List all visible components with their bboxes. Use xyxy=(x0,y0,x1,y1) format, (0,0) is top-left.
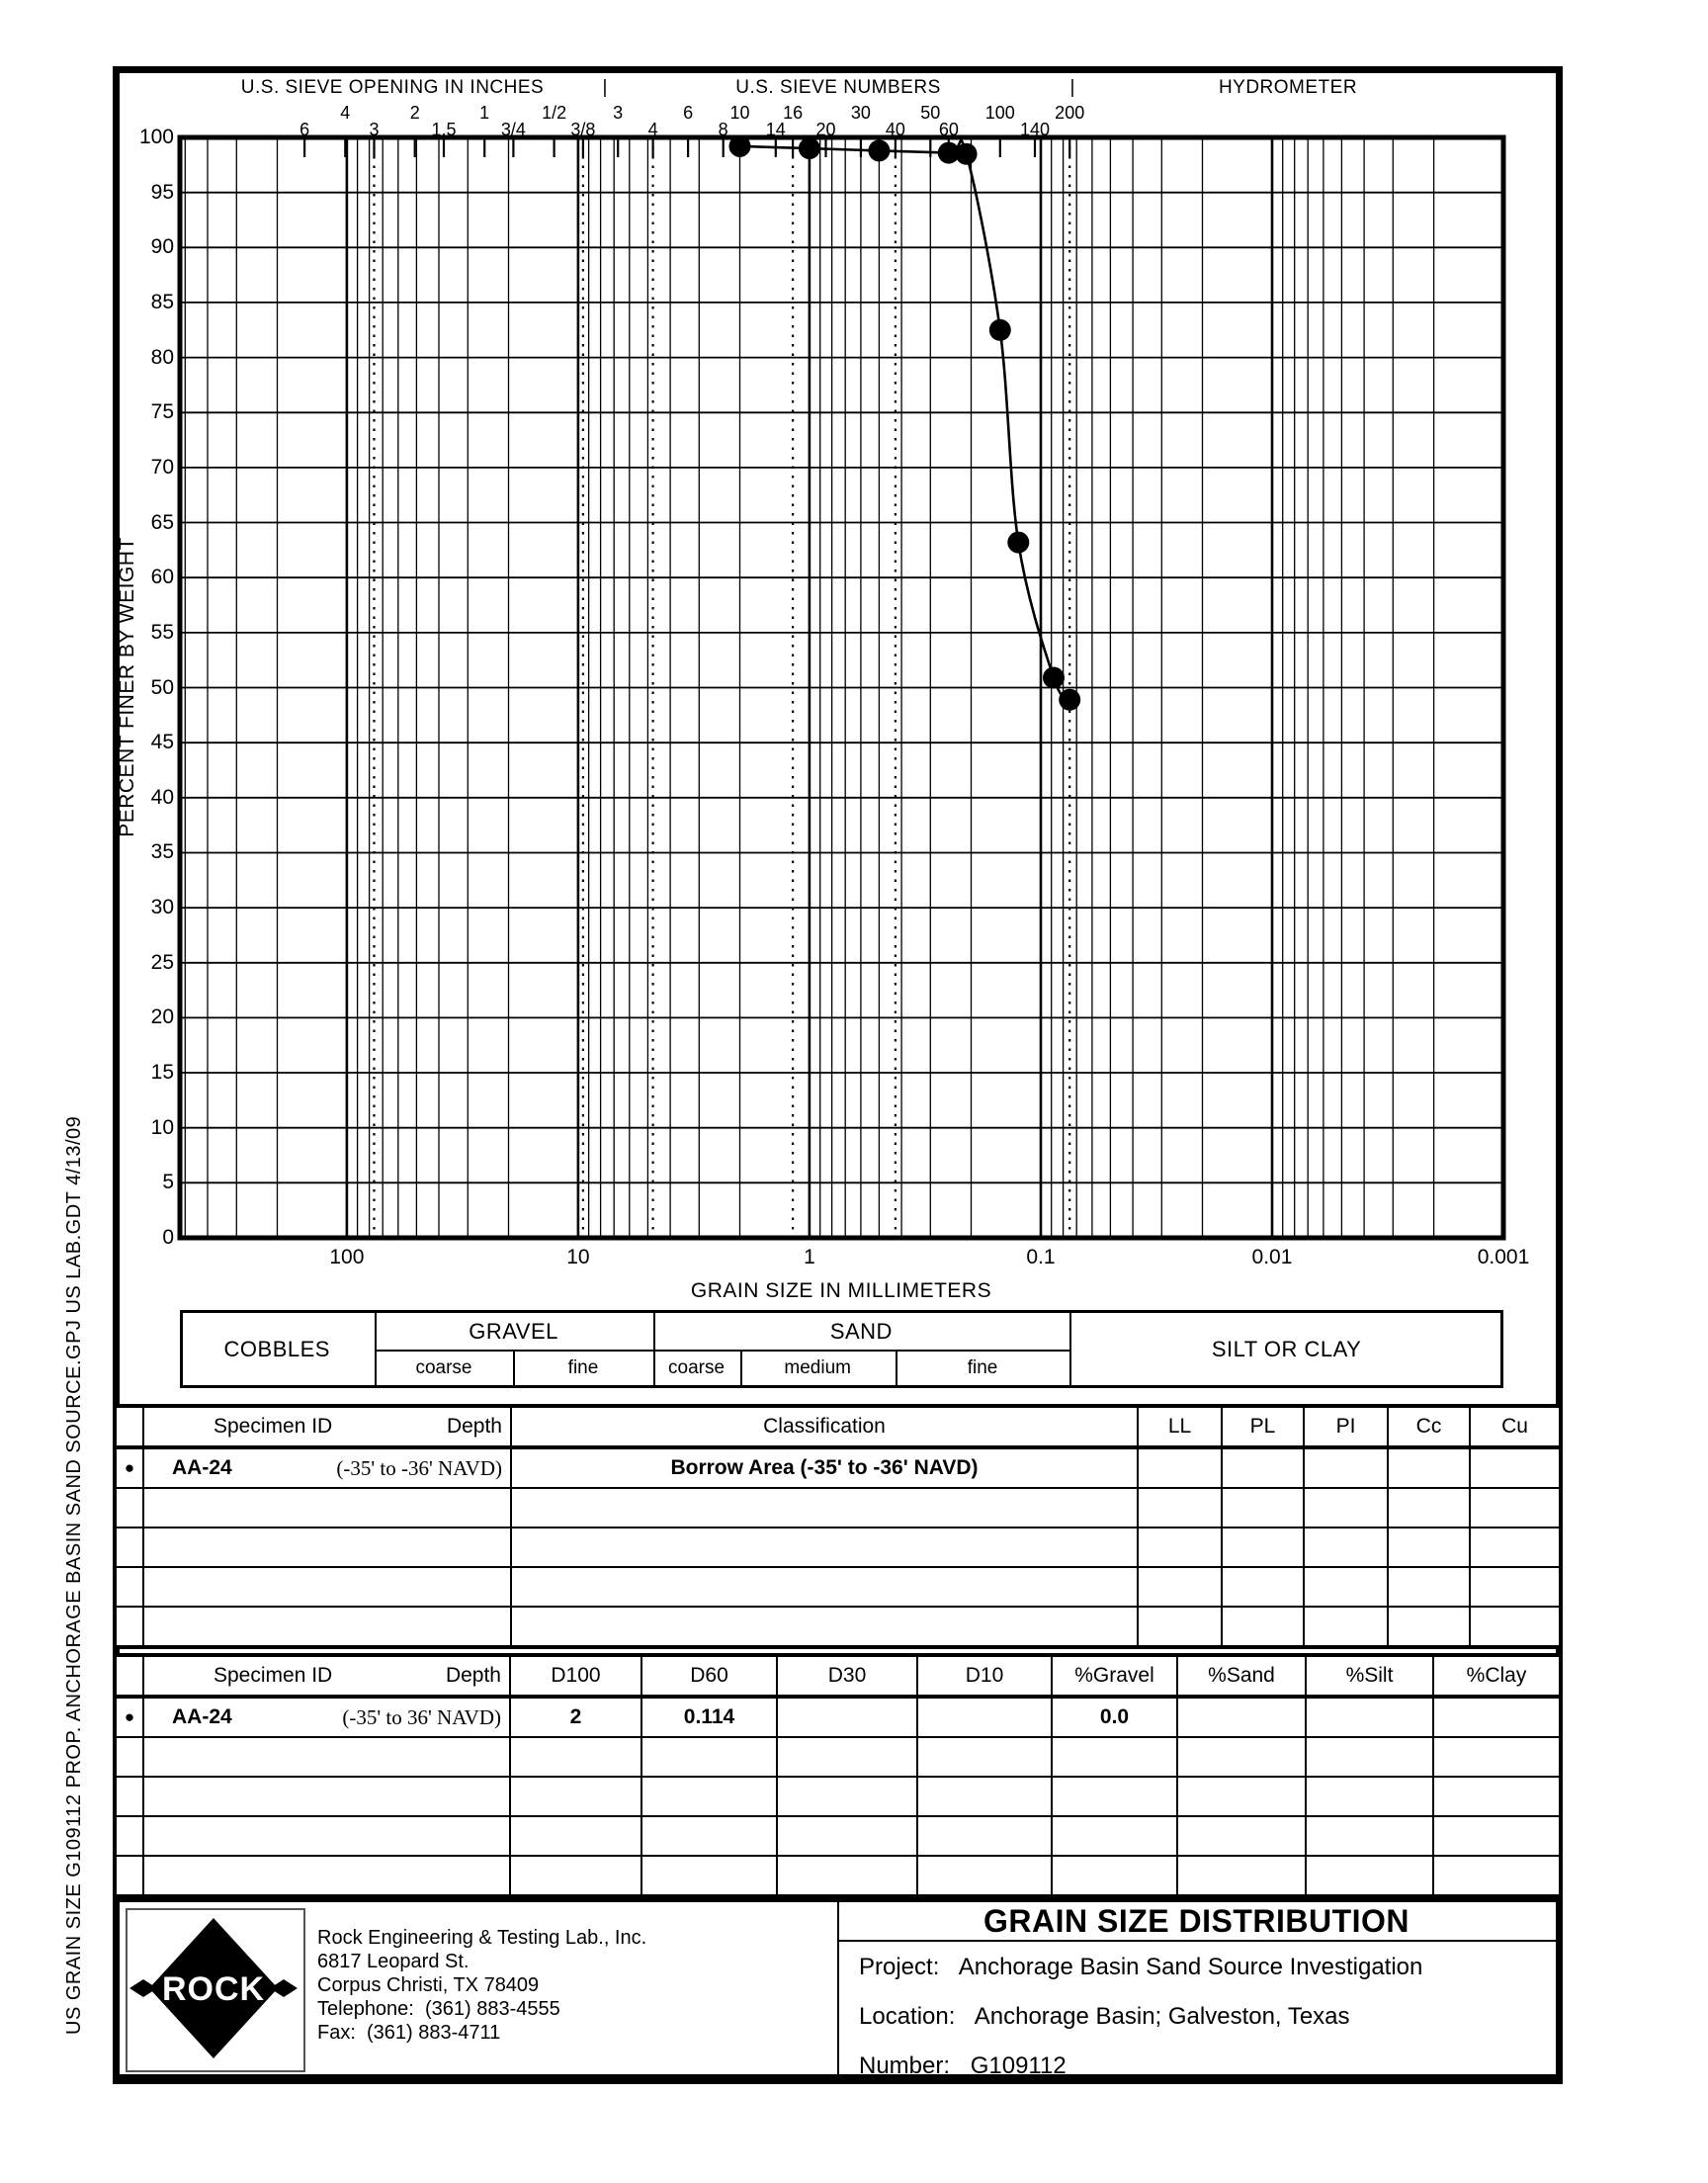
bar-section-silt-or-clay: SILT OR CLAY xyxy=(1211,1336,1362,1361)
bar-subsection-fine: fine xyxy=(567,1357,599,1378)
row-cell xyxy=(510,1606,1137,1645)
row-cell xyxy=(1303,1487,1387,1527)
gradation-curve xyxy=(740,140,1070,699)
header-separator-2: | xyxy=(1069,77,1075,98)
y-tick-label: 60 xyxy=(150,566,174,589)
table-header-pi: PI xyxy=(1303,1408,1387,1447)
sieve-label: 3 xyxy=(369,120,380,139)
row-cell xyxy=(1303,1566,1387,1606)
row-cell xyxy=(1221,1566,1303,1606)
table-header-pctsilt: %Silt xyxy=(1305,1657,1432,1697)
row-cell xyxy=(1432,1736,1559,1776)
company-info-line: Rock Engineering & Testing Lab., Inc. xyxy=(317,1927,647,1949)
y-tick-label: 95 xyxy=(150,180,174,204)
row-cell xyxy=(776,1697,916,1736)
y-tick-label: 35 xyxy=(150,840,174,864)
sieve-label: 6 xyxy=(683,103,694,123)
row-cell xyxy=(1305,1855,1432,1894)
row-cell xyxy=(1469,1606,1559,1645)
sieve-label: 60 xyxy=(938,120,959,139)
row-specimen xyxy=(142,1736,509,1776)
y-tick-label: 65 xyxy=(150,510,174,534)
row-cell xyxy=(776,1776,916,1815)
y-tick-label: 80 xyxy=(150,345,174,369)
sieve-label: 3/4 xyxy=(500,120,526,139)
title-block xyxy=(113,1898,1563,2081)
row-specimen xyxy=(142,1527,510,1566)
project-value: Anchorage Basin Sand Source Investigation xyxy=(958,1954,1423,1980)
x-tick-label: 0.1 xyxy=(1026,1246,1056,1268)
company-logo xyxy=(126,1908,305,2072)
y-tick-label: 90 xyxy=(150,235,174,259)
sieve-label: 3/8 xyxy=(570,120,596,139)
row-cell: Borrow Area (-35' to -36' NAVD) xyxy=(510,1447,1137,1487)
y-tick-label: 45 xyxy=(150,731,174,754)
company-info-line: Telephone: (361) 883-4555 xyxy=(317,1998,560,2020)
sieve-label: 8 xyxy=(718,120,728,139)
y-tick-label: 50 xyxy=(150,675,174,699)
sieve-label: 10 xyxy=(729,103,750,123)
row-cell xyxy=(1469,1487,1559,1527)
header-sieve-inches: U.S. SIEVE OPENING IN INCHES xyxy=(240,77,545,98)
x-tick-label: 10 xyxy=(566,1246,590,1268)
x-tick-label: 0.001 xyxy=(1477,1246,1530,1268)
data-point xyxy=(1043,667,1065,689)
row-marker xyxy=(117,1776,142,1815)
row-cell xyxy=(1305,1815,1432,1855)
row-specimen xyxy=(142,1776,509,1815)
project-label: Project: xyxy=(859,1954,940,1980)
row-cell xyxy=(1176,1697,1305,1736)
table-header-ll: LL xyxy=(1137,1408,1221,1447)
bar-subsection-coarse: coarse xyxy=(415,1357,472,1378)
row-cell xyxy=(640,1855,776,1894)
sieve-label: 20 xyxy=(815,120,836,139)
table-header-classification: Classification xyxy=(510,1408,1137,1447)
bar-subsection-coarse: coarse xyxy=(668,1357,726,1378)
sieve-label: 3 xyxy=(613,103,624,123)
row-specimen xyxy=(142,1815,509,1855)
row-cell xyxy=(509,1776,640,1815)
row-cell xyxy=(1176,1815,1305,1855)
logo-text: ROCK xyxy=(161,1970,266,2008)
y-tick-label: 0 xyxy=(162,1226,174,1249)
y-tick-label: 30 xyxy=(150,896,174,919)
row-cell xyxy=(1387,1606,1469,1645)
row-cell xyxy=(1221,1447,1303,1487)
row-cell xyxy=(916,1736,1051,1776)
x-tick-label: 100 xyxy=(329,1246,365,1268)
rock-logo-icon xyxy=(128,1910,299,2066)
location-value: Anchorage Basin; Galveston, Texas xyxy=(974,2003,1350,2030)
bar-subsection-fine: fine xyxy=(967,1357,998,1378)
y-tick-label: 85 xyxy=(150,290,174,313)
row-cell xyxy=(640,1776,776,1815)
row-cell: 0.0 xyxy=(1051,1697,1176,1736)
row-cell xyxy=(776,1855,916,1894)
x-tick-label: 1 xyxy=(804,1246,815,1268)
y-tick-label: 40 xyxy=(150,785,174,809)
specimen-id: AA-24 xyxy=(172,1705,232,1728)
y-tick-label: 100 xyxy=(138,126,174,148)
row-marker xyxy=(117,1487,142,1527)
sieve-label: 16 xyxy=(783,103,804,123)
table-header-d30: D30 xyxy=(776,1657,916,1697)
number-line xyxy=(859,2052,1067,2080)
row-cell xyxy=(1221,1487,1303,1527)
sieve-label: 1/2 xyxy=(542,103,567,123)
row-cell xyxy=(1051,1855,1176,1894)
row-cell xyxy=(1432,1697,1559,1736)
sidebar-file-info: US GRAIN SIZE G109112 PROP. ANCHORAGE BASIN SAND SOURCE.GPJ US LAB.GDT 4/13/09 xyxy=(63,1115,85,2035)
y-tick-label: 75 xyxy=(150,400,174,424)
row-cell xyxy=(1137,1566,1221,1606)
data-point xyxy=(956,143,978,165)
row-marker xyxy=(117,1736,142,1776)
y-tick-label: 70 xyxy=(150,455,174,479)
sieve-label: 50 xyxy=(920,103,941,123)
table-header-d10: D10 xyxy=(916,1657,1051,1697)
row-specimen xyxy=(142,1447,510,1487)
row-cell xyxy=(916,1697,1051,1736)
project-line xyxy=(859,1954,1422,1981)
y-tick-label: 25 xyxy=(150,950,174,974)
table-header-pctgravel: %Gravel xyxy=(1051,1657,1176,1697)
row-cell xyxy=(1469,1566,1559,1606)
row-specimen xyxy=(142,1855,509,1894)
row-cell xyxy=(1176,1736,1305,1776)
row-cell xyxy=(1387,1566,1469,1606)
data-point xyxy=(1059,689,1080,711)
sieve-label: 6 xyxy=(299,120,310,139)
sieve-label: 30 xyxy=(850,103,871,123)
row-cell xyxy=(1137,1527,1221,1566)
header-specimen-id: Specimen ID xyxy=(214,1415,333,1438)
y-tick-label: 10 xyxy=(150,1115,174,1139)
sieve-label: 100 xyxy=(984,103,1015,123)
location-label: Location: xyxy=(859,2003,956,2030)
y-axis-title: PERCENT FINER BY WEIGHT xyxy=(116,537,138,837)
sieve-label: 4 xyxy=(647,120,658,139)
row-cell xyxy=(640,1736,776,1776)
table-header-cc: Cc xyxy=(1387,1408,1469,1447)
table-header-d60: D60 xyxy=(640,1657,776,1697)
row-specimen xyxy=(142,1606,510,1645)
y-tick-label: 20 xyxy=(150,1005,174,1029)
row-cell xyxy=(640,1815,776,1855)
row-cell xyxy=(509,1855,640,1894)
row-marker xyxy=(117,1606,142,1645)
number-value: G109112 xyxy=(970,2052,1067,2079)
sieve-label: 1.5 xyxy=(431,120,457,139)
row-cell xyxy=(1305,1776,1432,1815)
row-cell xyxy=(1176,1855,1305,1894)
row-cell xyxy=(1221,1527,1303,1566)
classification-table xyxy=(113,1404,1563,1649)
table-header-cu: Cu xyxy=(1469,1408,1559,1447)
row-cell xyxy=(776,1736,916,1776)
y-tick-label: 15 xyxy=(150,1061,174,1085)
report-title: GRAIN SIZE DISTRIBUTION xyxy=(837,1902,1556,1942)
row-cell xyxy=(1387,1447,1469,1487)
row-specimen xyxy=(142,1487,510,1527)
company-info-line: Corpus Christi, TX 78409 xyxy=(317,1974,540,1996)
row-cell xyxy=(510,1566,1137,1606)
data-point xyxy=(799,137,820,159)
header-depth: Depth xyxy=(446,1415,502,1438)
row-cell xyxy=(509,1815,640,1855)
header-specimen-id: Specimen ID xyxy=(214,1664,333,1687)
header-hydrometer: HYDROMETER xyxy=(1218,77,1358,98)
table-header-pl: PL xyxy=(1221,1408,1303,1447)
header-separator-1: | xyxy=(602,77,608,98)
bar-section-cobbles: COBBLES xyxy=(223,1336,330,1361)
specimen-depth: (-35' to 36' NAVD) xyxy=(342,1704,501,1729)
row-cell: 0.114 xyxy=(640,1697,776,1736)
row-cell xyxy=(916,1815,1051,1855)
row-specimen xyxy=(142,1697,509,1736)
table-header-pctsand: %Sand xyxy=(1176,1657,1305,1697)
x-tick-label: 0.01 xyxy=(1251,1246,1293,1268)
bar-subsection-medium: medium xyxy=(784,1357,851,1378)
row-marker: ● xyxy=(117,1447,142,1487)
bar-section-sand: SAND xyxy=(829,1318,893,1344)
row-cell xyxy=(776,1815,916,1855)
row-cell xyxy=(1303,1527,1387,1566)
data-point xyxy=(868,139,890,161)
row-cell: 2 xyxy=(509,1697,640,1736)
data-point xyxy=(989,319,1011,341)
row-marker xyxy=(117,1566,142,1606)
row-cell xyxy=(1303,1606,1387,1645)
row-cell xyxy=(1176,1776,1305,1815)
table-header-specimen xyxy=(142,1657,509,1697)
data-point xyxy=(1007,532,1029,554)
table-header-marker xyxy=(117,1657,142,1697)
row-cell xyxy=(1137,1606,1221,1645)
row-cell xyxy=(1432,1815,1559,1855)
sieve-label: 4 xyxy=(340,103,351,123)
table-header-pctclay: %Clay xyxy=(1432,1657,1559,1697)
row-marker: ● xyxy=(117,1697,142,1736)
grain-size-plot xyxy=(180,137,1503,1238)
table-header-marker xyxy=(117,1408,142,1447)
row-marker xyxy=(117,1855,142,1894)
row-cell xyxy=(1387,1487,1469,1527)
company-info xyxy=(317,1926,646,2045)
table-header-specimen xyxy=(142,1408,510,1447)
bar-section-gravel: GRAVEL xyxy=(469,1318,558,1344)
location-line xyxy=(859,2003,1350,2031)
gradation-table xyxy=(113,1653,1563,1898)
number-label: Number: xyxy=(859,2052,951,2079)
row-cell xyxy=(1051,1776,1176,1815)
row-cell xyxy=(1432,1855,1559,1894)
x-axis-title: GRAIN SIZE IN MILLIMETERS xyxy=(690,1279,992,1302)
row-marker xyxy=(117,1527,142,1566)
sieve-label: 1 xyxy=(479,103,490,123)
row-cell xyxy=(916,1855,1051,1894)
soil-classification-bar xyxy=(180,1310,1503,1388)
row-cell xyxy=(1137,1447,1221,1487)
row-marker xyxy=(117,1815,142,1855)
row-cell xyxy=(1432,1776,1559,1815)
specimen-id: AA-24 xyxy=(172,1456,232,1479)
row-cell xyxy=(1137,1487,1221,1527)
table-header-d100: D100 xyxy=(509,1657,640,1697)
sieve-label: 200 xyxy=(1055,103,1085,123)
row-cell xyxy=(1051,1736,1176,1776)
company-info-line: 6817 Leopard St. xyxy=(317,1951,470,1972)
y-tick-label: 55 xyxy=(150,620,174,644)
company-info-line: Fax: (361) 883-4711 xyxy=(317,2022,501,2044)
row-cell xyxy=(1303,1447,1387,1487)
row-cell xyxy=(1469,1447,1559,1487)
row-cell xyxy=(1305,1697,1432,1736)
row-cell xyxy=(1221,1606,1303,1645)
row-specimen xyxy=(142,1566,510,1606)
sieve-label: 2 xyxy=(409,103,420,123)
row-cell xyxy=(510,1527,1137,1566)
y-tick-label: 5 xyxy=(162,1171,174,1194)
sieve-label: 40 xyxy=(885,120,905,139)
row-cell xyxy=(1469,1527,1559,1566)
row-cell xyxy=(916,1776,1051,1815)
row-cell xyxy=(1051,1815,1176,1855)
header-depth: Depth xyxy=(445,1664,501,1687)
sieve-label: 140 xyxy=(1020,120,1051,139)
row-cell xyxy=(1387,1527,1469,1566)
specimen-depth: (-35' to -36' NAVD) xyxy=(336,1455,502,1480)
row-cell xyxy=(1305,1736,1432,1776)
data-point xyxy=(729,135,751,157)
row-cell xyxy=(510,1487,1137,1527)
sieve-label: 14 xyxy=(765,120,786,139)
row-cell xyxy=(509,1736,640,1776)
header-sieve-numbers: U.S. SIEVE NUMBERS xyxy=(735,77,941,98)
